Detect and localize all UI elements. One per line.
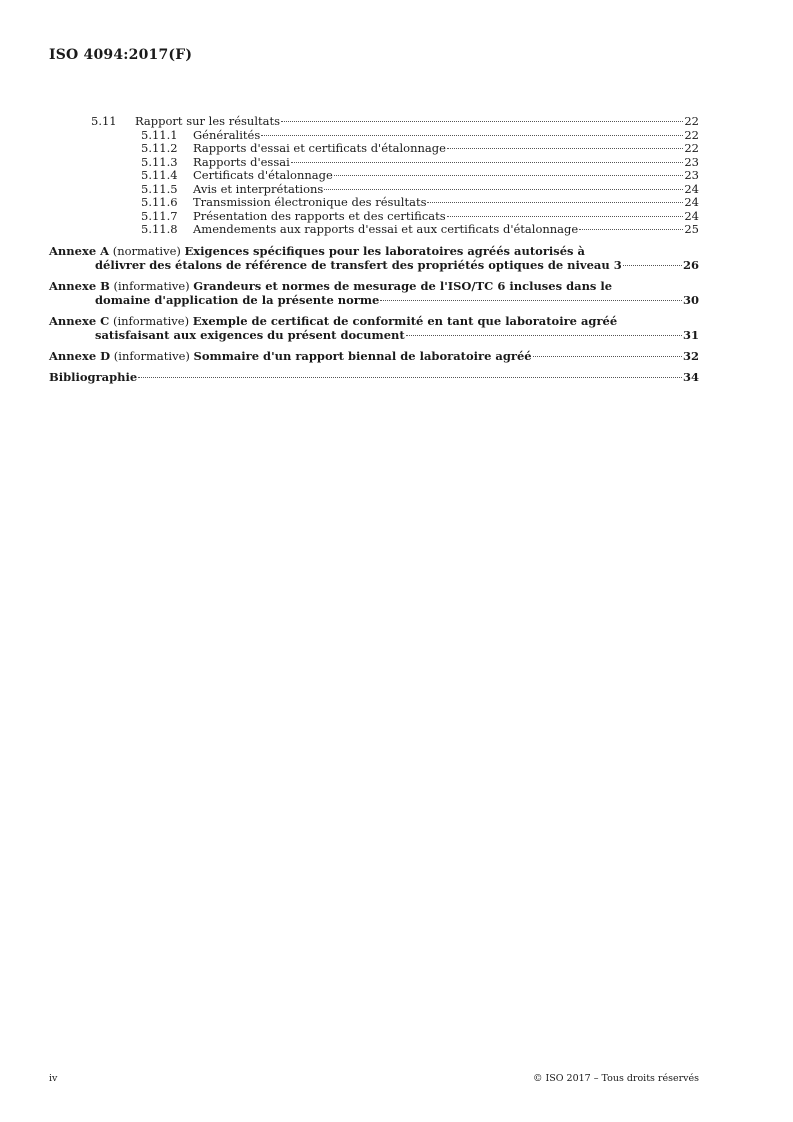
annex-type: (informative)	[112, 313, 190, 328]
toc-page: 30	[682, 292, 699, 307]
toc-page: 31	[682, 327, 699, 342]
dot-leader	[281, 121, 683, 122]
toc-entry-5-11-6[interactable]	[49, 196, 699, 210]
toc-entry-5-11-2[interactable]	[49, 142, 699, 156]
annex-type: (informative)	[113, 348, 190, 363]
toc-page: 24	[684, 195, 699, 209]
dot-leader	[579, 229, 683, 230]
toc-entry-5-11-3[interactable]	[49, 156, 699, 170]
annex-title-line1: Exigences spécifiques pour les laboratoires agréés autorisés à	[184, 243, 585, 258]
annex-title-line1: Grandeurs et normes de mesurage de l'ISO/TC 6 incluses dans le	[193, 278, 613, 293]
toc-number: 5.11.5	[141, 181, 178, 196]
dot-leader	[291, 162, 684, 163]
toc-number: 5.11.3	[141, 154, 178, 169]
annex-label: Annexe C	[49, 313, 110, 328]
dot-leader	[447, 216, 684, 217]
toc-entry-5-11-1[interactable]	[49, 129, 699, 143]
toc-number: 5.11.6	[141, 195, 178, 209]
annex-title-line2: délivrer des étalons de référence de transfert des propriétés optiques de niveau 3	[95, 257, 622, 272]
toc-page: 34	[682, 369, 699, 384]
annex-label: Annexe B	[49, 278, 110, 293]
toc-entry-5-11-7[interactable]	[49, 210, 699, 224]
document-code: ISO 4094:2017(F)	[49, 47, 193, 63]
table-of-contents	[49, 115, 699, 384]
toc-entry-5-11-5[interactable]	[49, 183, 699, 197]
toc-page: 22	[684, 141, 699, 155]
toc-title: Amendements aux rapports d'essai et aux certificats d'étalonnage	[193, 222, 579, 236]
bibliography-title: Bibliographie	[49, 369, 138, 384]
toc-entry-bibliography[interactable]	[49, 370, 699, 384]
toc-title: Généralités	[193, 127, 261, 142]
annex-title-line2: domaine d'application de la présente norme	[95, 292, 380, 307]
toc-page: 23	[684, 154, 699, 169]
annex-title-line1: Sommaire d'un rapport biennal de laboratoire agréé	[193, 348, 532, 363]
toc-entry-annex-a[interactable]	[49, 244, 699, 272]
toc-entry-5-11-8[interactable]	[49, 223, 699, 237]
toc-page: 22	[684, 114, 699, 128]
dot-leader	[261, 135, 683, 136]
toc-entry-5-11[interactable]	[49, 115, 699, 129]
annex-title-line1: Exemple de certificat de conformité en tant que laboratoire agréé	[192, 313, 618, 328]
toc-title: Rapports d'essai	[193, 154, 290, 169]
toc-number: 5.11.2	[141, 141, 178, 155]
annex-label: Annexe D	[49, 348, 111, 363]
annex-label: Annexe A	[49, 243, 110, 258]
annex-type: (informative)	[113, 278, 190, 293]
toc-number: 5.11.8	[141, 222, 178, 236]
dot-leader	[334, 175, 684, 176]
toc-page: 22	[684, 127, 699, 142]
toc-number: 5.11	[91, 114, 117, 128]
toc-title: Avis et interprétations	[193, 181, 324, 196]
toc-number: 5.11.1	[141, 127, 178, 142]
dot-leader	[406, 335, 682, 336]
toc-title: Rapports d'essai et certificats d'étalonnage	[193, 141, 446, 155]
toc-page: 24	[684, 208, 699, 223]
annex-type: (normative)	[112, 243, 181, 258]
toc-entry-5-11-4[interactable]	[49, 169, 699, 183]
dot-leader	[324, 189, 683, 190]
toc-title: Certificats d'étalonnage	[193, 168, 333, 182]
page-footer	[49, 1073, 699, 1084]
page-number: iv	[49, 1073, 58, 1084]
toc-title: Transmission électronique des résultats	[193, 195, 427, 209]
toc-title: Rapport sur les résultats	[135, 114, 280, 128]
dot-leader	[380, 300, 682, 301]
dot-leader	[427, 202, 683, 203]
toc-number: 5.11.4	[141, 168, 178, 182]
toc-page: 23	[684, 168, 699, 182]
toc-number: 5.11.7	[141, 208, 178, 223]
toc-page: 26	[682, 257, 699, 272]
toc-title: Présentation des rapports et des certificats	[193, 208, 446, 223]
toc-entry-annex-c[interactable]	[49, 314, 699, 342]
toc-page: 24	[684, 181, 699, 196]
dot-leader	[447, 148, 683, 149]
dot-leader	[533, 356, 682, 357]
toc-page: 25	[684, 222, 699, 236]
copyright-notice: © ISO 2017 – Tous droits réservés	[532, 1073, 699, 1084]
toc-entry-annex-d[interactable]	[49, 349, 699, 363]
dot-leader	[138, 377, 682, 378]
annex-title-line2: satisfaisant aux exigences du présent document	[95, 327, 405, 342]
toc-page: 32	[682, 348, 699, 363]
dot-leader	[623, 265, 682, 266]
toc-entry-annex-b[interactable]	[49, 279, 699, 307]
